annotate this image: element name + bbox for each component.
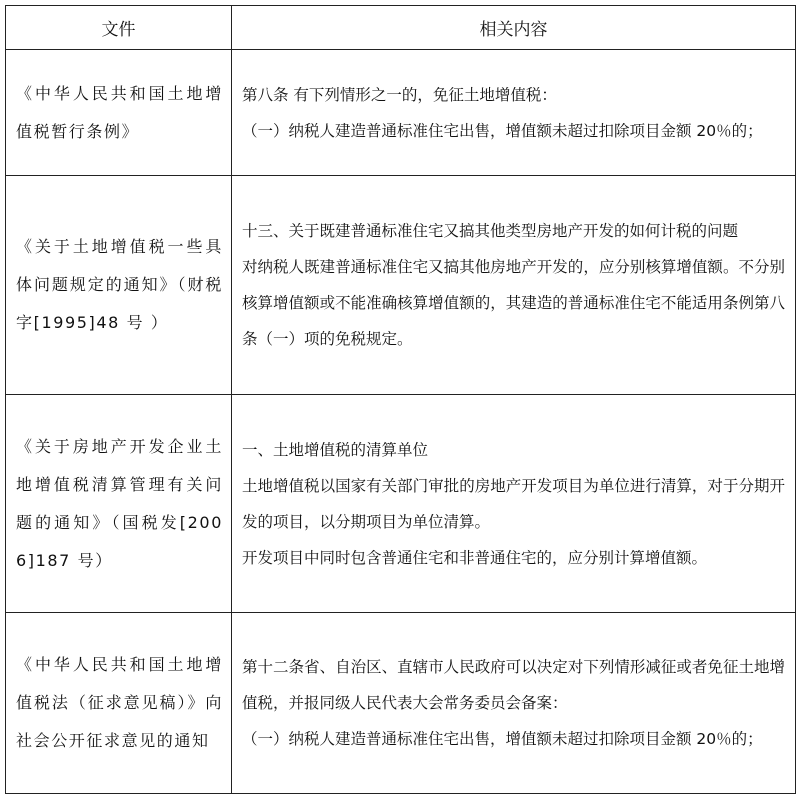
- content-paragraph: 十三、关于既建普通标准住宅又搞其他类型房地产开发的如何计税的问题: [242, 222, 739, 240]
- content-paragraph: 第八条 有下列情形之一的，免征土地增值税：: [242, 85, 557, 104]
- file-cell: [6, 395, 232, 613]
- file-name: 《关于土地增值税一些具体问题规定的通知》（财税字[1995]48 号 ）: [16, 237, 223, 332]
- content-text: [242, 649, 785, 757]
- policy-table: [5, 5, 796, 794]
- header-content: 相关内容: [232, 6, 796, 50]
- content-paragraph: 第十二条省、自治区、直辖市人民政府可以决定对下列情形减征或者免征土地增值税，并报同级人民代表大会常务委员会备案：: [242, 658, 785, 712]
- content-paragraph: （一）纳税人建造普通标准住宅出售，增值额未超过扣除项目金额 20％的；: [242, 121, 763, 140]
- table-row: [6, 395, 796, 613]
- content-paragraph: （一）纳税人建造普通标准住宅出售，增值额未超过扣除项目金额 20％的；: [242, 730, 763, 748]
- content-cell: [232, 395, 796, 613]
- table-header-row: [6, 6, 796, 50]
- content-text: [242, 77, 785, 149]
- table-row: [6, 176, 796, 395]
- content-cell: [232, 613, 796, 794]
- table-row: [6, 50, 796, 176]
- file-cell: [6, 50, 232, 176]
- content-paragraph: 开发项目中同时包含普通住宅和非普通住宅的，应分别计算增值额。: [242, 548, 708, 567]
- content-paragraph: 一、土地增值税的清算单位: [242, 440, 429, 459]
- content-text: [242, 213, 785, 357]
- content-cell: [232, 176, 796, 395]
- content-paragraph: 土地增值税以国家有关部门审批的房地产开发项目为单位进行清算，对于分期开发的项目，以分期项目为单位清算。: [242, 476, 785, 531]
- file-name: 《中华人民共和国土地增值税暂行条例》: [16, 83, 223, 141]
- file-cell: [6, 176, 232, 395]
- header-file: 文件: [6, 6, 232, 50]
- file-cell: [6, 613, 232, 794]
- table-row: [6, 613, 796, 794]
- file-name: 《关于房地产开发企业土地增值税清算管理有关问题的通知》（国税发[2006]187 号）: [16, 436, 223, 570]
- file-name: 《中华人民共和国土地增值税法（征求意见稿）》向社会公开征求意见的通知: [16, 655, 223, 750]
- content-text: [242, 432, 785, 576]
- content-paragraph: 对纳税人既建普通标准住宅又搞其他房地产开发的，应分别核算增值额。不分别核算增值额或不能准确核算增值额的，其建造的普通标准住宅不能适用条例第八条（一）项的免税规定。: [242, 258, 785, 348]
- content-cell: [232, 50, 796, 176]
